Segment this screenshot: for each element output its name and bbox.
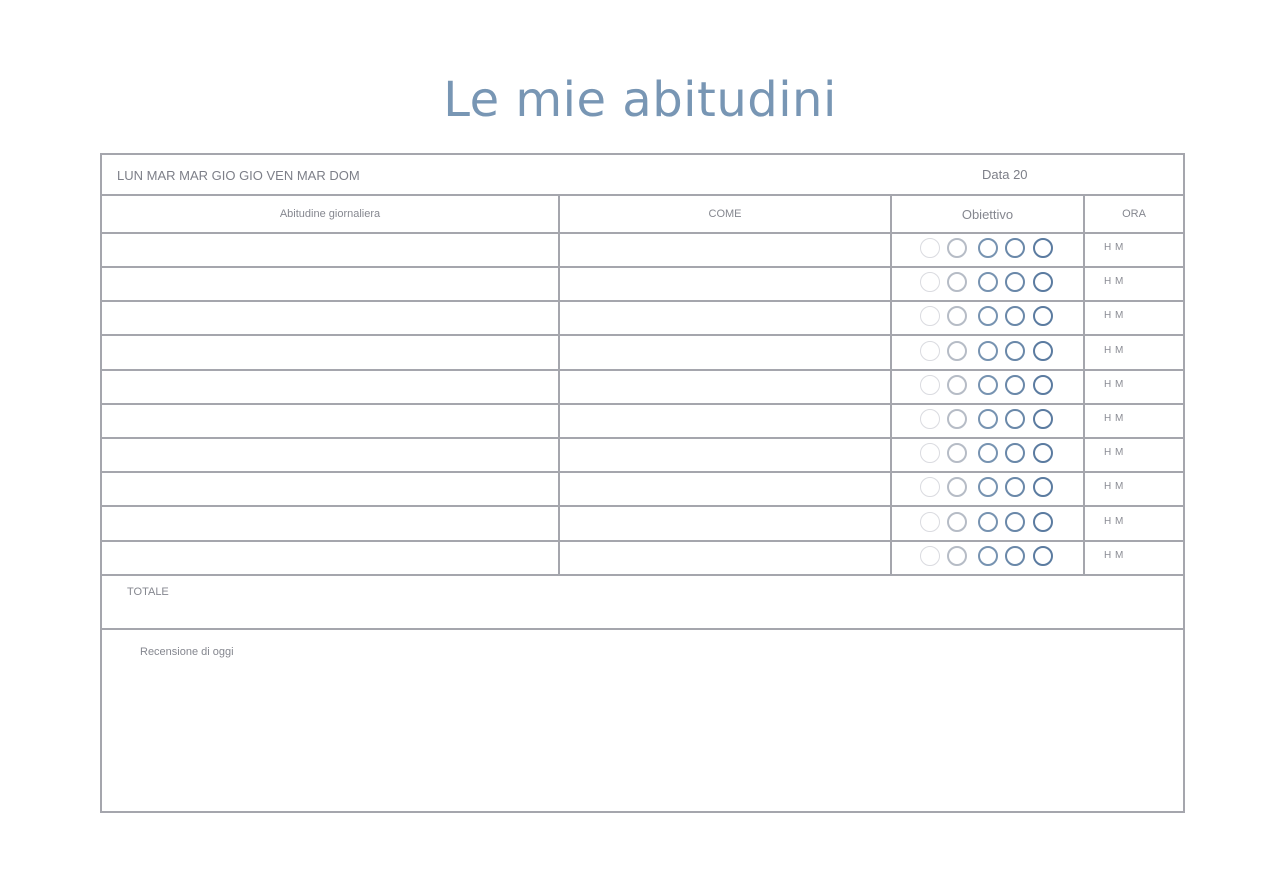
goal-checkbox[interactable] — [1005, 546, 1025, 566]
habit-cell[interactable] — [102, 473, 558, 505]
habit-row — [102, 268, 1183, 302]
habit-cell[interactable] — [102, 508, 558, 540]
habit-cell[interactable] — [102, 268, 558, 300]
goal-checkbox[interactable] — [978, 409, 998, 429]
date-field[interactable]: Data 20 — [982, 167, 1028, 182]
goal-circles — [920, 238, 1060, 262]
goal-checkbox[interactable] — [1033, 409, 1053, 429]
goal-circles — [920, 306, 1060, 330]
time-field[interactable]: H M — [1104, 344, 1124, 356]
goal-checkbox[interactable] — [978, 375, 998, 395]
habit-tracker-sheet — [100, 153, 1185, 813]
column-header-time-label: ORA — [1122, 208, 1146, 220]
goal-checkbox[interactable] — [1033, 306, 1053, 326]
habit-row — [102, 371, 1183, 405]
total-label: TOTALE — [127, 586, 169, 598]
goal-checkbox[interactable] — [920, 477, 940, 497]
goal-checkbox[interactable] — [920, 272, 940, 292]
column-header-goal — [892, 196, 1083, 234]
goal-checkbox[interactable] — [978, 238, 998, 258]
time-field[interactable]: H M — [1104, 549, 1124, 561]
goal-checkbox[interactable] — [1005, 375, 1025, 395]
goal-checkbox[interactable] — [1033, 341, 1053, 361]
habit-cell[interactable] — [102, 371, 558, 403]
how-cell[interactable] — [560, 234, 890, 266]
how-cell[interactable] — [560, 439, 890, 471]
days-bar — [102, 155, 1183, 196]
goal-circles — [920, 443, 1060, 467]
goal-checkbox[interactable] — [1005, 409, 1025, 429]
total-row[interactable] — [102, 576, 1183, 630]
goal-circles — [920, 341, 1060, 365]
habit-cell[interactable] — [102, 302, 558, 334]
how-cell[interactable] — [560, 508, 890, 540]
page-title: Le mie abitudini — [443, 72, 837, 128]
habit-row — [102, 337, 1183, 371]
how-cell[interactable] — [560, 337, 890, 369]
column-header-habit — [102, 196, 558, 234]
time-field[interactable]: H M — [1104, 413, 1124, 424]
goal-checkbox[interactable] — [1033, 375, 1053, 395]
goal-checkbox[interactable] — [920, 375, 940, 395]
habit-row — [102, 405, 1183, 439]
column-header-time — [1085, 196, 1183, 234]
goal-checkbox[interactable] — [947, 375, 967, 395]
how-cell[interactable] — [560, 405, 890, 437]
time-field[interactable]: H M — [1104, 378, 1124, 390]
goal-checkbox[interactable] — [978, 477, 998, 497]
goal-checkbox[interactable] — [947, 238, 967, 258]
how-cell[interactable] — [560, 542, 890, 574]
habit-row — [102, 542, 1183, 576]
goal-checkbox[interactable] — [978, 341, 998, 361]
goal-checkbox[interactable] — [920, 409, 940, 429]
habit-row — [102, 473, 1183, 507]
goal-checkbox[interactable] — [947, 512, 967, 532]
time-field[interactable]: H M — [1104, 447, 1124, 459]
goal-checkbox[interactable] — [1005, 443, 1025, 463]
goal-checkbox[interactable] — [947, 272, 967, 292]
goal-checkbox[interactable] — [920, 546, 940, 566]
goal-checkbox[interactable] — [947, 341, 967, 361]
time-field[interactable]: H M — [1104, 242, 1124, 253]
how-cell[interactable] — [560, 473, 890, 505]
goal-checkbox[interactable] — [1005, 238, 1025, 258]
goal-checkbox[interactable] — [1033, 238, 1053, 258]
goal-checkbox[interactable] — [1033, 272, 1053, 292]
habit-cell[interactable] — [102, 337, 558, 369]
goal-checkbox[interactable] — [978, 272, 998, 292]
goal-circles — [920, 375, 1060, 399]
goal-checkbox[interactable] — [1005, 341, 1025, 361]
goal-checkbox[interactable] — [920, 306, 940, 326]
habit-cell[interactable] — [102, 405, 558, 437]
weekdays-label[interactable]: LUN MAR MAR GIO GIO VEN MAR DOM — [117, 168, 360, 183]
habit-row — [102, 302, 1183, 336]
goal-checkbox[interactable] — [947, 477, 967, 497]
goal-circles — [920, 546, 1060, 570]
goal-checkbox[interactable] — [947, 409, 967, 429]
goal-checkbox[interactable] — [1005, 512, 1025, 532]
habit-row — [102, 234, 1183, 268]
goal-checkbox[interactable] — [920, 238, 940, 258]
habit-cell[interactable] — [102, 234, 558, 266]
goal-circles — [920, 272, 1060, 296]
goal-checkbox[interactable] — [947, 306, 967, 326]
column-header-habit-label: Abitudine giornaliera — [279, 208, 381, 220]
review-area[interactable] — [102, 630, 1183, 811]
time-field[interactable]: H M — [1104, 515, 1124, 527]
how-cell[interactable] — [560, 371, 890, 403]
goal-checkbox[interactable] — [947, 546, 967, 566]
habit-row — [102, 439, 1183, 473]
goal-circles — [920, 477, 1060, 501]
goal-circles — [920, 409, 1060, 433]
goal-checkbox[interactable] — [1005, 306, 1025, 326]
goal-checkbox[interactable] — [978, 546, 998, 566]
goal-checkbox[interactable] — [978, 443, 998, 463]
how-cell[interactable] — [560, 268, 890, 300]
how-cell[interactable] — [560, 302, 890, 334]
habit-row — [102, 508, 1183, 542]
goal-checkbox[interactable] — [947, 443, 967, 463]
goal-checkbox[interactable] — [1033, 512, 1053, 532]
habit-cell[interactable] — [102, 439, 558, 471]
review-label: Recensione di oggi — [140, 646, 234, 658]
goal-checkbox[interactable] — [920, 512, 940, 532]
habit-cell[interactable] — [102, 542, 558, 574]
column-header-goal-label: Obiettivo — [961, 206, 1014, 222]
goal-checkbox[interactable] — [1033, 546, 1053, 566]
goal-checkbox[interactable] — [1005, 272, 1025, 292]
goal-checkbox[interactable] — [1005, 477, 1025, 497]
goal-checkbox[interactable] — [920, 341, 940, 361]
time-field[interactable]: H M — [1104, 481, 1124, 493]
column-header-how — [560, 196, 890, 234]
goal-checkbox[interactable] — [978, 512, 998, 532]
goal-checkbox[interactable] — [920, 443, 940, 463]
goal-circles — [920, 512, 1060, 536]
time-field[interactable]: H M — [1104, 276, 1124, 288]
time-field[interactable]: H M — [1104, 310, 1124, 322]
goal-checkbox[interactable] — [1033, 443, 1053, 463]
column-header-how-label: COME — [708, 208, 742, 220]
goal-checkbox[interactable] — [1033, 477, 1053, 497]
goal-checkbox[interactable] — [978, 306, 998, 326]
